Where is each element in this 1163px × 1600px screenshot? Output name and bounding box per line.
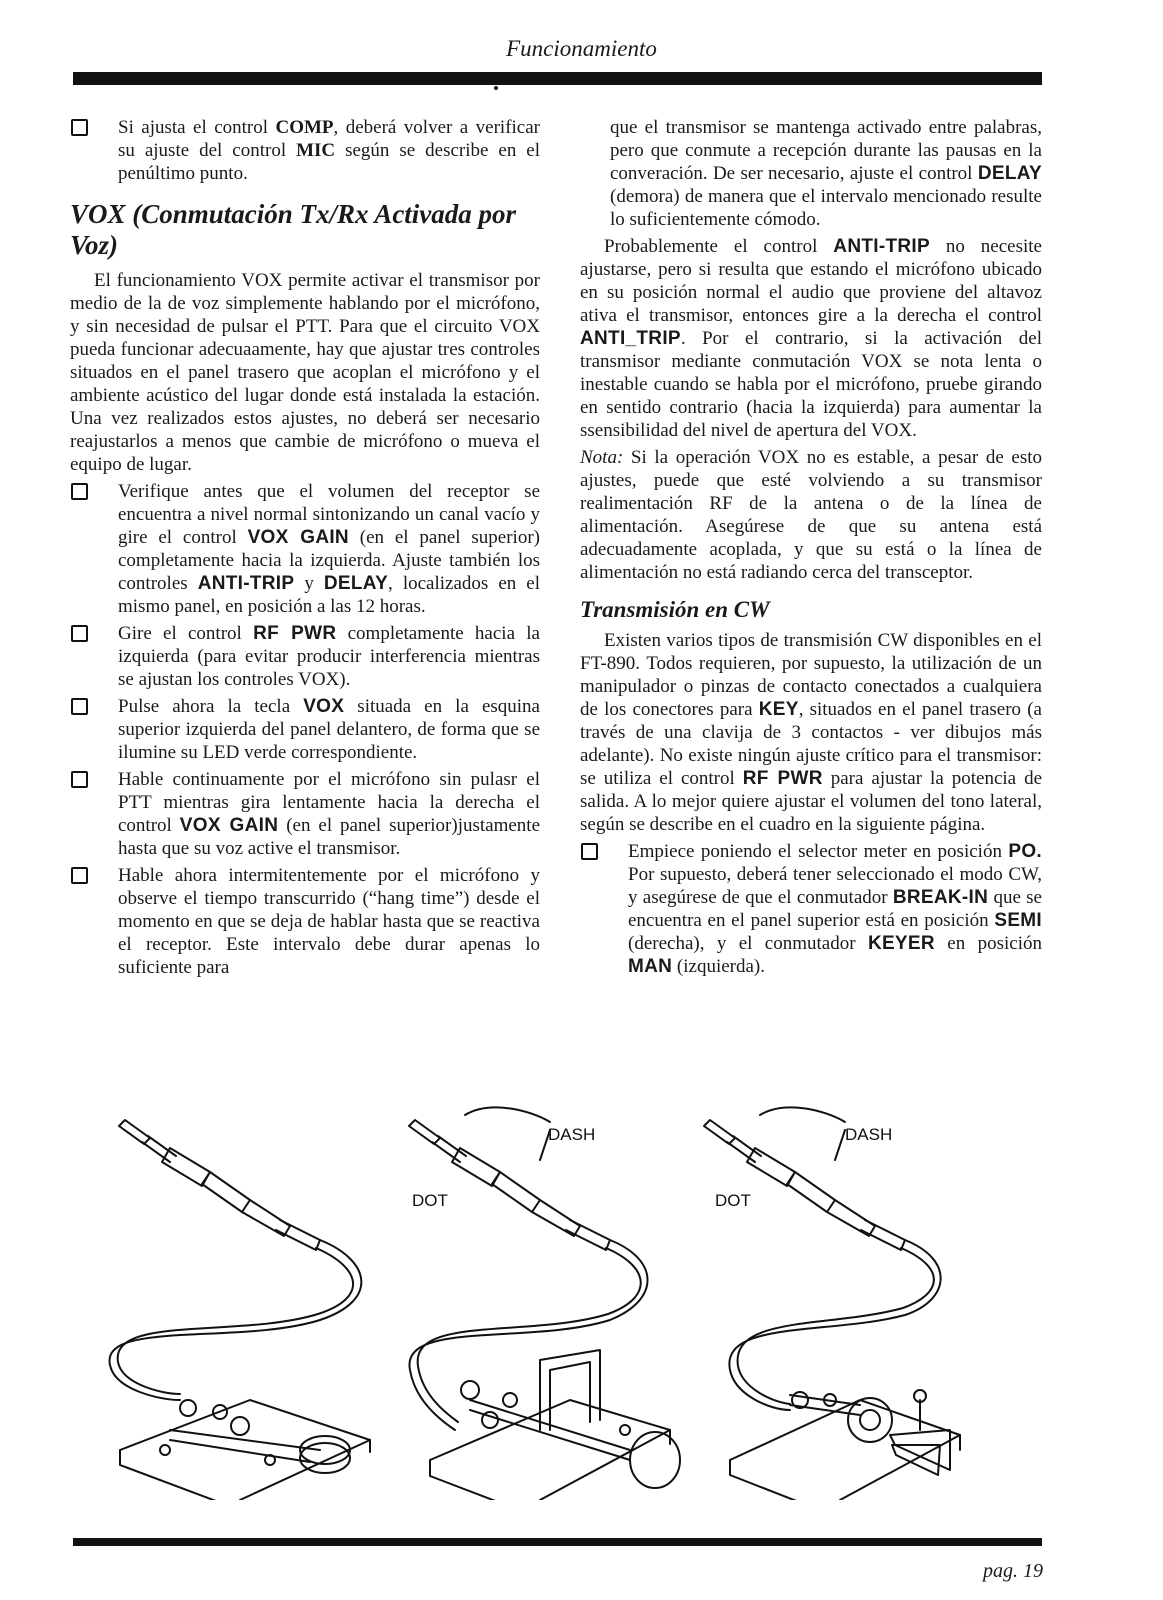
right-column xyxy=(580,116,1042,982)
header-rule-dot xyxy=(494,86,498,90)
checkbox-icon xyxy=(71,867,88,884)
straight-key-drawing xyxy=(109,1120,370,1500)
bullet-meter-po: Empiece poniendo el selector meter en posición PO. Por supuesto, deberá tener seleccionado el modo CW, y asegúrese de que el conmutador BREAK-IN que se encuentra en el panel superior está en posición SEMI (derecha), y el conmutador KEYER en posición MAN (izquierda). xyxy=(580,840,1042,978)
bullet-speak-intermittent: Hable ahora intermitentemente por el micrófono y observe el tiempo transcurrido (“hang time”) desde el momento en que se deja de hablar hasta que se reactiva el receptor. Este intervalo debe durar apenas lo suficiente para xyxy=(70,864,540,979)
bullet-continuation: que el transmisor se mantenga activado entre palabras, pero que conmute a recepción durante las pausas en la converación. De ser necesario, ajuste el control DELAY (demora) de manera que el intervalo mencionado resulte lo suficientemente cómodo. xyxy=(610,117,1042,230)
checkbox-icon xyxy=(71,483,88,500)
checkbox-icon xyxy=(71,119,88,136)
section-heading-vox: VOX (Conmutación Tx/Rx Activada por Voz) xyxy=(70,199,517,260)
dash-label-2: DASH xyxy=(845,1125,893,1144)
dot-label-1: DOT xyxy=(412,1191,448,1210)
checkbox-icon xyxy=(71,771,88,788)
paddle-key-drawing xyxy=(704,1107,960,1500)
vox-intro: El funcionamiento VOX permite activar el transmisor por medio de la de voz simplemente hablando por el micrófono, y sin necesidad de pulsar el PTT. Para que el circuito VOX pueda funcionar adecuaamente, hay que ajustar tres controles situados en el panel trasero que acoplan el micrófono y el ambiente acústico del lugar donde está instalada la estación. Una vez realizados estos ajustes, no deberá ser necesario reajustarlos a menos que cambie de micrófono o mueva el equipo de lugar. xyxy=(70,270,540,475)
bullet-speak-continuous: Hable continuamente por el micrófono sin pulasr el PTT mientras gira lentamente hacia la derecha el control VOX GAIN (en el panel superior)justamente hasta que su voz active el transmisor. xyxy=(70,768,540,860)
bullet-verify: Verifique antes que el volumen del receptor se encuentra a nivel normal sintonizando un canal vacío y gire el control VOX GAIN (en el panel superior) completamente hacia la izquierda. Ajuste también los controles ANTI-TRIP y DELAY, localizados en el mismo panel, en posición a las 12 horas. xyxy=(70,480,540,618)
keys-svg xyxy=(70,1100,1042,1500)
cw-keys-illustration xyxy=(70,1100,1042,1500)
footer-rule xyxy=(73,1538,1042,1546)
cw-paragraph: Existen varios tipos de transmisión CW disponibles en el FT-890. Todos requieren, por supuesto, la utilización de un manipulador o pinzas de contacto conectados a cualquiera de los conectores para KEY, situados en el panel trasero (a través de una clavija de 3 contactos - ver dibujos más adelante). No existe ningún ajuste crítico para el transmisor: se utiliza el control RF PWR para ajustar la potencia de salida. A lo mejor quiere ajustar el volumen del tono lateral, según se describe en el cuadro en la siguiente página. xyxy=(580,630,1043,835)
running-header: Funcionamiento xyxy=(506,36,657,61)
bullet-comp: Si ajusta el control COMP, deberá volver a verificar su ajuste del control MIC según se describe en el penúltimo punto. xyxy=(70,116,540,185)
note-paragraph: Nota: Si la operación VOX no es estable, a pesar de esto ajustes, puede que esté volviendo a su transmisor realimentación RF de la antena o de la línea de alimentación. Asegúrese de que su antena está adecuadamente acoplada, y que su está o la línea de alimentación no está radiando cerca del transceptor. xyxy=(580,447,1042,583)
page-number: pag. 19 xyxy=(983,1560,1043,1582)
header-rule xyxy=(73,72,1042,85)
checkbox-icon xyxy=(581,843,598,860)
bullet-vox-key: Pulse ahora la tecla VOX situada en la esquina superior izquierda del panel delantero, de forma que se ilumine su LED verde correspondiente. xyxy=(70,695,540,764)
anti-trip-paragraph: Probablemente el control ANTI-TRIP no necesite ajustarse, pero si resulta que estando el micrófono ubicado en su posición normal el audio que proviene del altavoz ativa el transmisor, entonces gire a la derecha el control ANTI_TRIP. Por el contrario, si la activación del transmisor mediante conmutación VOX se nota lenta o inestable cuando se habla por el micrófono, pruebe girando en sentido contrario (hacia la izquierda) para aumentar la ssensibilidad del nivel de apertura del VOX. xyxy=(580,236,1042,441)
bug-key-drawing xyxy=(409,1107,680,1500)
checkbox-icon xyxy=(71,625,88,642)
left-column xyxy=(70,116,540,983)
dot-label-2: DOT xyxy=(715,1191,751,1210)
checkbox-icon xyxy=(71,698,88,715)
bullet-rf-pwr: Gire el control RF PWR completamente hacia la izquierda (para evitar producir interferencia mientras se ajustan los controles VOX). xyxy=(70,622,540,691)
section-heading-cw: Transmisión en CW xyxy=(580,597,770,622)
dash-label-1: DASH xyxy=(548,1125,596,1144)
